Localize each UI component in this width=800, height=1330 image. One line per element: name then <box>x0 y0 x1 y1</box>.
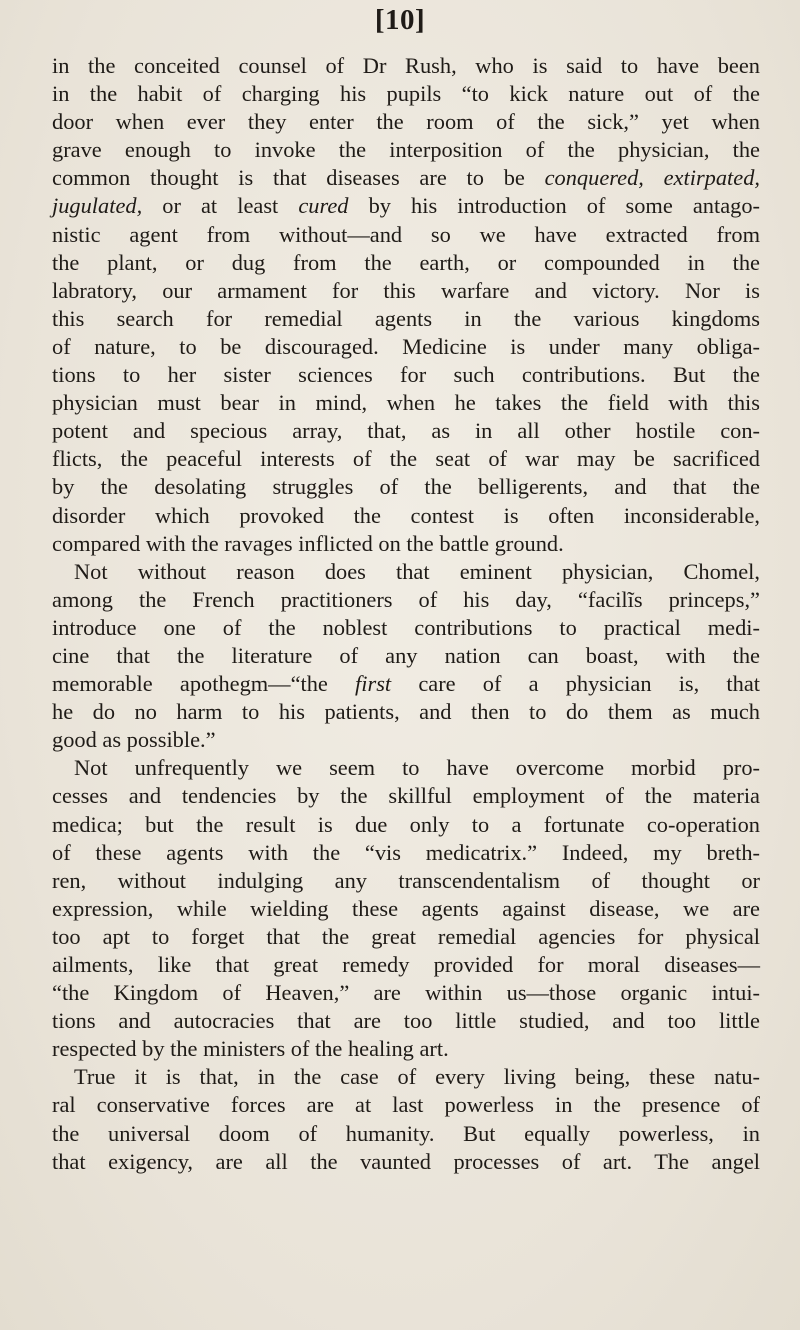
text-line <box>52 754 760 782</box>
text-line <box>52 249 760 277</box>
line-text: grave enough to invoke the interposition of the physician, the <box>52 137 760 163</box>
text-line <box>52 951 760 979</box>
line-text: this search for remedial agents in the various kingdoms <box>52 305 760 331</box>
text-line <box>52 923 760 951</box>
text-line <box>52 782 760 810</box>
text-line <box>52 726 760 754</box>
text-line <box>52 698 760 726</box>
line-text: respected by the ministers of the healing art. <box>52 1036 449 1062</box>
line-text: medica; but the result is due only to a fortunate co-operation <box>52 811 760 837</box>
line-text: or at least <box>142 193 299 219</box>
line-text: cesses and tendencies by the skillful employment of the materia <box>52 783 760 809</box>
line-text: by the desolating struggles of the belligerents, and that the <box>52 474 760 500</box>
line-text: ren, without indulging any transcendentalism of thought or <box>52 867 760 893</box>
text-line <box>52 586 760 614</box>
line-text: the plant, or dug from the earth, or compounded in the <box>52 249 760 275</box>
page-number: [10] <box>374 4 426 36</box>
line-text: among the French practitioners of his day, “facilĩs princeps,” <box>52 586 760 612</box>
line-text: tions to her sister sciences for such contributions. But the <box>52 362 760 388</box>
line-text: by his introduction of some antago- <box>348 193 760 219</box>
line-text: he do no harm to his patients, and then to do them as much <box>52 699 760 725</box>
line-text: common thought is that diseases are to be <box>52 165 545 191</box>
line-text: Not unfrequently we seem to have overcome morbid pro- <box>74 755 760 781</box>
line-text: Not without reason does that eminent physician, Chomel, <box>74 558 760 584</box>
text-line <box>52 361 760 389</box>
line-text: introduce one of the noblest contributions to practical medi- <box>52 614 760 640</box>
line-text: disorder which provoked the contest is often inconsiderable, <box>52 502 760 528</box>
text-line <box>52 1007 760 1035</box>
text-line <box>52 867 760 895</box>
line-text: flicts, the peaceful interests of the seat of war may be sacrificed <box>52 446 760 472</box>
line-text: the universal doom of humanity. But equally powerless, in <box>52 1120 760 1146</box>
line-text: good as possible.” <box>52 727 216 753</box>
line-text: of nature, to be discouraged. Medicine is under many obliga- <box>52 333 760 359</box>
body-text <box>52 52 760 1176</box>
line-text: care of a physician is, that <box>391 671 760 697</box>
line-text: physician must bear in mind, when he takes the field with this <box>52 390 760 416</box>
text-line <box>52 52 760 80</box>
text-line <box>52 530 760 558</box>
text-line <box>52 333 760 361</box>
line-text: compared with the ravages inflicted on the battle ground. <box>52 530 564 556</box>
line-text: memorable apothegm—“the <box>52 671 356 697</box>
text-line <box>52 108 760 136</box>
text-line <box>52 417 760 445</box>
line-text: ailments, like that great remedy provided for moral diseases— <box>52 952 760 977</box>
line-text: labratory, our armament for this warfare and victory. Nor is <box>52 277 760 303</box>
italic-phrase: cured <box>298 193 349 219</box>
italic-phrase: conquered, extirpated, <box>544 165 760 191</box>
line-text: of these agents with the “vis medicatrix.” Indeed, my breth- <box>52 839 760 865</box>
line-text: ral conservative forces are at last powerless in the presence of <box>52 1092 760 1118</box>
line-text: True it is that, in the case of every living being, these natu- <box>74 1064 760 1090</box>
text-line <box>52 1120 760 1148</box>
line-text: in the habit of charging his pupils “to kick nature out of the <box>52 81 760 107</box>
text-line <box>52 839 760 867</box>
text-line <box>52 1035 760 1063</box>
line-text: expression, while wielding these agents against disease, we are <box>52 895 760 921</box>
text-line <box>52 670 760 698</box>
line-text: “the Kingdom of Heaven,” are within us—those organic intui- <box>52 980 760 1006</box>
line-text: door when ever they enter the room of the sick,” yet when <box>52 109 760 135</box>
line-text: cine that the literature of any nation can boast, with the <box>52 642 760 668</box>
text-line <box>52 445 760 473</box>
text-line <box>52 221 760 249</box>
text-line <box>52 192 760 220</box>
line-text: potent and specious array, that, as in all other hostile con- <box>52 418 760 444</box>
line-text: tions and autocracies that are too little studied, and too little <box>52 1008 760 1034</box>
text-line <box>52 136 760 164</box>
text-line <box>52 895 760 923</box>
text-line <box>52 80 760 108</box>
text-line <box>52 1091 760 1119</box>
line-text: that exigency, are all the vaunted processes of art. The angel <box>52 1148 760 1174</box>
text-line <box>52 164 760 192</box>
text-line <box>52 1063 760 1091</box>
text-line <box>52 558 760 586</box>
text-line <box>52 614 760 642</box>
line-text: nistic agent from without—and so we have extracted from <box>52 221 760 247</box>
line-text: in the conceited counsel of Dr Rush, who is said to have been <box>52 53 760 78</box>
text-line <box>52 979 760 1007</box>
text-line <box>52 502 760 530</box>
italic-phrase: jugulated, <box>52 193 143 219</box>
text-line <box>52 305 760 333</box>
italic-phrase: first <box>355 671 392 697</box>
text-line <box>52 389 760 417</box>
text-line <box>52 642 760 670</box>
text-line <box>52 277 760 305</box>
text-line <box>52 473 760 501</box>
text-line <box>52 811 760 839</box>
line-text: too apt to forget that the great remedial agencies for physical <box>52 923 760 949</box>
text-line <box>52 1148 760 1176</box>
